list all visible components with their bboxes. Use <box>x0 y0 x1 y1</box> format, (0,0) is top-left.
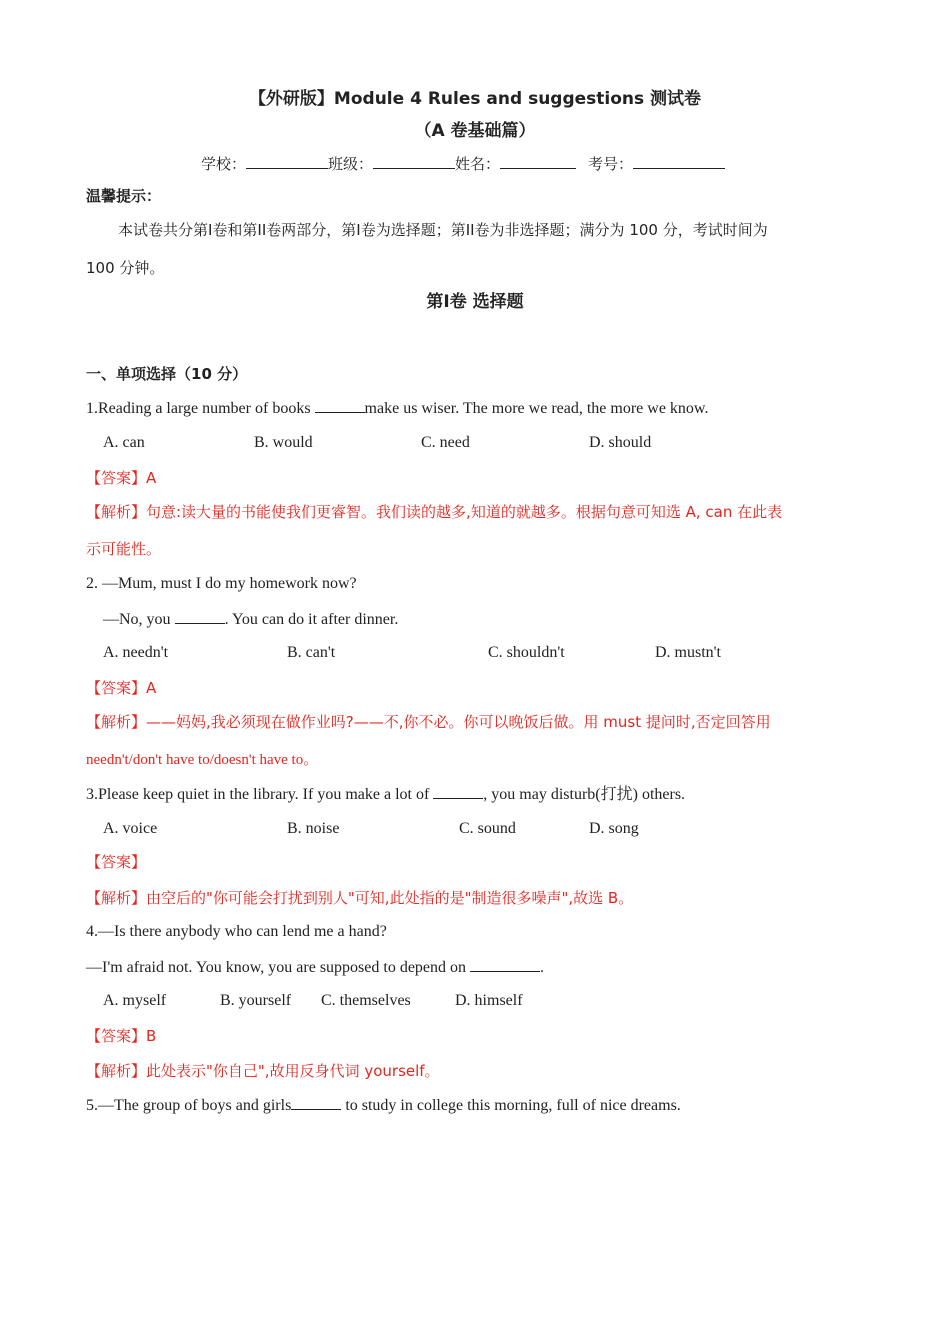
question-2-option-b: B. can't <box>287 644 336 661</box>
school-blank <box>246 154 328 169</box>
question-4-answer: 【答案】B <box>86 1027 157 1045</box>
part-one-title: 第I卷 选择题 <box>426 292 524 312</box>
question-2-option-a: A. needn't <box>103 644 169 661</box>
question-3-option-d: D. song <box>589 820 639 837</box>
question-3-option-c: C. sound <box>459 820 516 837</box>
question-1-option-b: B. would <box>254 434 313 451</box>
question-1-answer: 【答案】A <box>86 469 157 487</box>
question-1-option-a: A. can <box>103 434 145 451</box>
question-4-option-c: C. themselves <box>321 992 411 1009</box>
question-4-analysis: 【解析】此处表示"你自己",故用反身代词 yourself。 <box>86 1062 440 1080</box>
name-label: 姓名： <box>455 155 501 173</box>
question-3-analysis: 【解析】由空后的"你可能会打扰到别人"可知,此处指的是"制造很多噪声",故选 B。 <box>86 889 634 907</box>
question-4-stem-cont: —I'm afraid not. You know, you are supposed to depend on . <box>86 959 545 976</box>
question-1-analysis: 【解析】句意:读大量的书能使我们更睿智。我们读的越多,知道的就越多。根据句意可知选 A, can 在此表 <box>86 503 783 521</box>
question-2-analysis-cont: needn't/don't have to/doesn't have to。 <box>86 752 319 768</box>
question-2-option-d: D. mustn't <box>655 644 721 661</box>
question-2-answer: 【答案】A <box>86 679 157 697</box>
number-label: 考号： <box>588 155 634 173</box>
student-info-row <box>201 154 725 174</box>
question-4-option-a: A. myself <box>103 992 167 1009</box>
question-5-stem: 5.—The group of boys and girls to study in college this morning, full of nice dreams. <box>86 1097 681 1114</box>
answer-blank <box>175 609 225 624</box>
question-1-option-d: D. should <box>589 434 652 451</box>
answer-blank <box>433 784 483 799</box>
name-blank <box>500 154 576 169</box>
question-4-option-d: D. himself <box>455 992 523 1009</box>
number-blank <box>633 154 725 169</box>
question-4-option-b: B. yourself <box>220 992 292 1009</box>
tips-line-2: 100 分钟。 <box>86 259 165 277</box>
question-3-option-b: B. noise <box>287 820 340 837</box>
question-2-stem-cont: —No, you . You can do it after dinner. <box>103 611 399 628</box>
question-3-answer: 【答案】 <box>86 853 147 871</box>
question-1-stem: 1.Reading a large number of books make us wiser. The more we read, the more we know. <box>86 400 709 417</box>
answer-blank <box>291 1095 341 1110</box>
question-2-option-c: C. shouldn't <box>488 644 565 661</box>
answer-blank <box>470 957 540 972</box>
tips-heading: 温馨提示： <box>86 187 162 205</box>
question-2-analysis: 【解析】——妈妈,我必须现在做作业吗?——不,你不必。你可以晚饭后做。用 must 提问时,否定回答用 <box>86 713 771 731</box>
question-3-option-a: A. voice <box>103 820 158 837</box>
tips-line-1: 本试卷共分第I卷和第II卷两部分，第I卷为选择题；第II卷为非选择题；满分为 100 分，考试时间为 <box>118 221 768 239</box>
page-title: 【外研版】Module 4 Rules and suggestions 测试卷 <box>248 89 702 109</box>
answer-blank <box>315 398 365 413</box>
question-1-analysis-cont: 示可能性。 <box>86 540 162 558</box>
question-2-stem: 2. —Mum, must I do my homework now? <box>86 575 357 592</box>
question-3-stem: 3.Please keep quiet in the library. If you make a lot of , you may disturb(打扰) others. <box>86 786 686 803</box>
question-1-option-c: C. need <box>421 434 470 451</box>
question-4-stem: 4.—Is there anybody who can lend me a hand? <box>86 923 387 940</box>
school-label: 学校： <box>201 155 247 173</box>
section-title: 一、单项选择（10 分） <box>86 365 248 383</box>
class-blank <box>373 154 455 169</box>
class-label: 班级： <box>328 155 374 173</box>
page-subtitle: （A 卷基础篇） <box>414 121 536 141</box>
